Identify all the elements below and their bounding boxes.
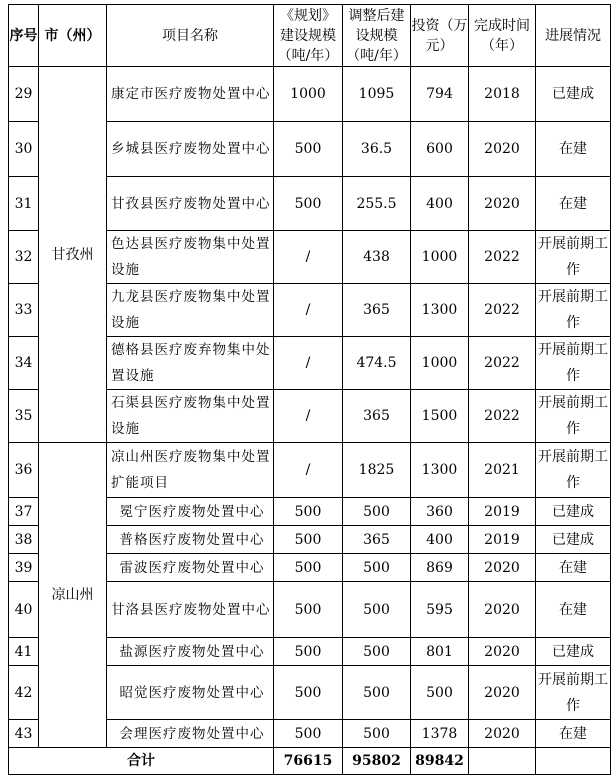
row-invest: 1500 <box>411 390 469 443</box>
row-planned: 500 <box>274 638 343 666</box>
row-year: 2018 <box>469 67 536 122</box>
row-planned: / <box>274 390 343 443</box>
row-invest: 801 <box>411 638 469 666</box>
row-no: 42 <box>9 666 39 720</box>
table-row <box>9 443 611 498</box>
row-name: 九龙县医疗废物集中处置设施 <box>107 284 274 337</box>
row-status: 已建成 <box>536 498 611 526</box>
row-status: 已建成 <box>536 67 611 122</box>
row-adjusted: 255.5 <box>343 177 411 231</box>
row-planned: / <box>274 443 343 498</box>
row-name: 雷波医疗废物处置中心 <box>107 554 274 582</box>
row-status: 已建成 <box>536 638 611 666</box>
header-city: 市（州） <box>39 5 107 67</box>
row-year: 2019 <box>469 526 536 554</box>
header-adjusted-scale: 调整后建设规模（吨/年） <box>343 5 411 67</box>
row-name: 康定市医疗废物处置中心 <box>107 67 274 122</box>
row-adjusted: 500 <box>343 720 411 748</box>
row-planned: / <box>274 231 343 284</box>
row-no: 35 <box>9 390 39 443</box>
row-status: 在建 <box>536 177 611 231</box>
row-year: 2020 <box>469 122 536 177</box>
row-status: 在建 <box>536 554 611 582</box>
row-status: 开展前期工作 <box>536 390 611 443</box>
city-cell-ganzi: 甘孜州 <box>39 67 107 443</box>
row-invest: 1378 <box>411 720 469 748</box>
city-cell-liangshan: 凉山州 <box>39 443 107 748</box>
row-year: 2020 <box>469 177 536 231</box>
row-adjusted: 474.5 <box>343 337 411 390</box>
row-invest: 1300 <box>411 443 469 498</box>
row-status: 在建 <box>536 720 611 748</box>
facility-table <box>8 4 611 775</box>
row-adjusted: 36.5 <box>343 122 411 177</box>
row-no: 43 <box>9 720 39 748</box>
row-year: 2020 <box>469 666 536 720</box>
row-invest: 500 <box>411 666 469 720</box>
row-name: 甘孜县医疗废物处置中心 <box>107 177 274 231</box>
row-adjusted: 500 <box>343 582 411 638</box>
row-year: 2020 <box>469 638 536 666</box>
row-name: 乡城县医疗废物处置中心 <box>107 122 274 177</box>
row-name: 德格县医疗废弃物集中处置设施 <box>107 337 274 390</box>
total-year-empty <box>469 748 536 775</box>
row-status: 已建成 <box>536 526 611 554</box>
row-status: 在建 <box>536 582 611 638</box>
row-no: 29 <box>9 67 39 122</box>
row-no: 33 <box>9 284 39 337</box>
total-invest: 89842 <box>411 748 469 775</box>
header-row <box>9 5 611 67</box>
row-status: 开展前期工作 <box>536 284 611 337</box>
row-year: 2020 <box>469 582 536 638</box>
header-progress: 进展情况 <box>536 5 611 67</box>
row-no: 30 <box>9 122 39 177</box>
header-name: 项目名称 <box>107 5 274 67</box>
row-no: 38 <box>9 526 39 554</box>
header-seq: 序号 <box>9 5 39 67</box>
row-adjusted: 1825 <box>343 443 411 498</box>
total-label: 合计 <box>9 748 274 775</box>
row-no: 36 <box>9 443 39 498</box>
row-name: 凉山州医疗废物集中处置扩能项目 <box>107 443 274 498</box>
row-invest: 400 <box>411 526 469 554</box>
row-planned: 500 <box>274 122 343 177</box>
row-adjusted: 500 <box>343 666 411 720</box>
row-status: 在建 <box>536 122 611 177</box>
row-planned: / <box>274 337 343 390</box>
total-planned: 76615 <box>274 748 343 775</box>
row-adjusted: 1095 <box>343 67 411 122</box>
row-invest: 1000 <box>411 231 469 284</box>
row-status: 开展前期工作 <box>536 443 611 498</box>
row-year: 2022 <box>469 390 536 443</box>
row-year: 2020 <box>469 720 536 748</box>
row-name: 盐源医疗废物处置中心 <box>107 638 274 666</box>
row-invest: 400 <box>411 177 469 231</box>
row-name: 昭觉医疗废物处置中心 <box>107 666 274 720</box>
row-no: 31 <box>9 177 39 231</box>
row-year: 2019 <box>469 498 536 526</box>
row-adjusted: 365 <box>343 390 411 443</box>
row-invest: 595 <box>411 582 469 638</box>
row-planned: 500 <box>274 526 343 554</box>
header-planned-scale: 《规划》建设规模（吨/年） <box>274 5 343 67</box>
row-no: 32 <box>9 231 39 284</box>
row-adjusted: 365 <box>343 284 411 337</box>
row-name: 色达县医疗废物集中处置设施 <box>107 231 274 284</box>
row-year: 2022 <box>469 231 536 284</box>
row-adjusted: 500 <box>343 498 411 526</box>
row-name: 会理医疗废物处置中心 <box>107 720 274 748</box>
row-planned: 500 <box>274 666 343 720</box>
row-planned: 500 <box>274 177 343 231</box>
row-name: 甘洛县医疗废物处置中心 <box>107 582 274 638</box>
row-year: 2020 <box>469 554 536 582</box>
row-adjusted: 500 <box>343 638 411 666</box>
row-name: 普格医疗废物处置中心 <box>107 526 274 554</box>
header-completion: 完成时间（年） <box>469 5 536 67</box>
row-invest: 869 <box>411 554 469 582</box>
row-adjusted: 500 <box>343 554 411 582</box>
row-status: 开展前期工作 <box>536 337 611 390</box>
row-year: 2022 <box>469 284 536 337</box>
row-adjusted: 365 <box>343 526 411 554</box>
total-status-empty <box>536 748 611 775</box>
row-no: 34 <box>9 337 39 390</box>
table-row <box>9 67 611 122</box>
row-no: 40 <box>9 582 39 638</box>
row-name: 石渠县医疗废物集中处置设施 <box>107 390 274 443</box>
row-planned: / <box>274 284 343 337</box>
row-invest: 794 <box>411 67 469 122</box>
header-investment: 投资（万元） <box>411 5 469 67</box>
total-row <box>9 748 611 775</box>
row-planned: 500 <box>274 720 343 748</box>
row-no: 41 <box>9 638 39 666</box>
row-status: 开展前期工作 <box>536 666 611 720</box>
row-planned: 1000 <box>274 67 343 122</box>
row-planned: 500 <box>274 554 343 582</box>
row-name: 冕宁医疗废物处置中心 <box>107 498 274 526</box>
row-no: 39 <box>9 554 39 582</box>
row-invest: 1300 <box>411 284 469 337</box>
row-year: 2021 <box>469 443 536 498</box>
row-planned: 500 <box>274 498 343 526</box>
row-status: 开展前期工作 <box>536 231 611 284</box>
row-invest: 1000 <box>411 337 469 390</box>
row-adjusted: 438 <box>343 231 411 284</box>
row-year: 2022 <box>469 337 536 390</box>
row-invest: 600 <box>411 122 469 177</box>
row-planned: 500 <box>274 582 343 638</box>
total-adjusted: 95802 <box>343 748 411 775</box>
row-no: 37 <box>9 498 39 526</box>
row-invest: 360 <box>411 498 469 526</box>
